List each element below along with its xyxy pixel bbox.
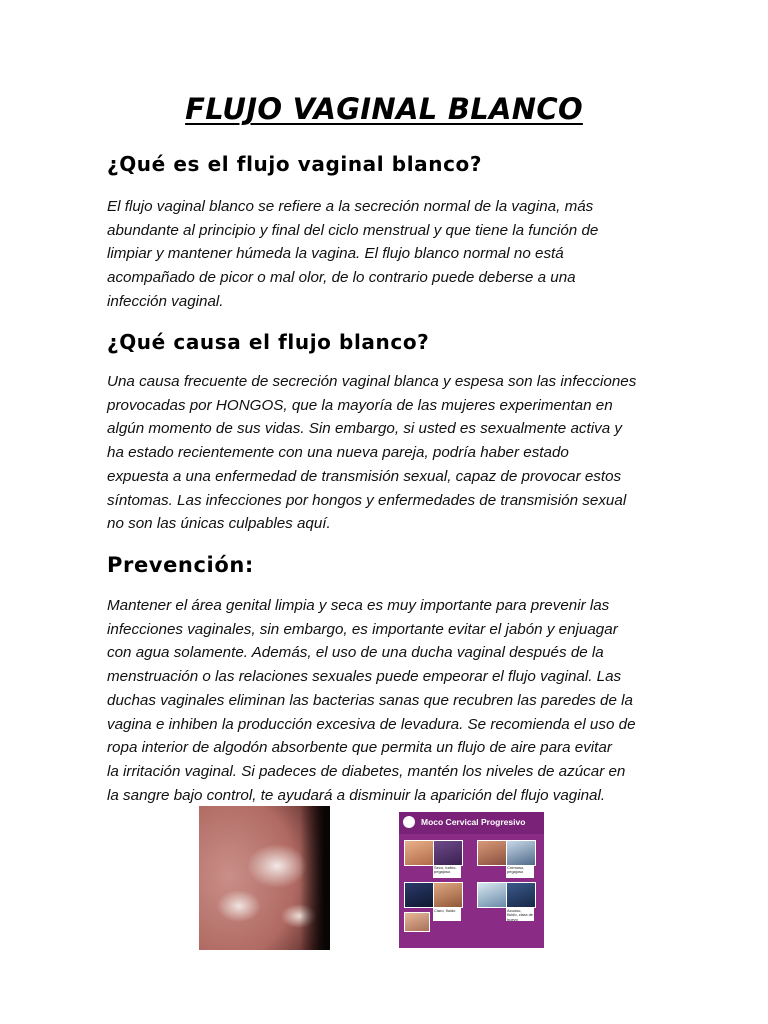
- mucus-caption-4: Acuoso, fluido, clara de huevo: [507, 908, 534, 921]
- mucus-caption-3: Claro, fluido: [433, 908, 461, 921]
- mucus-caption-2: Cremoso, pegajoso: [506, 865, 534, 878]
- mucus-photo-8: [506, 882, 536, 908]
- paragraph-line: abundante al principio y final del ciclo menstrual y que tiene la función de: [107, 221, 599, 239]
- section-paragraph-causes: [107, 370, 667, 536]
- mucus-caption-1: Seco, turbio, pegajoso: [433, 865, 461, 878]
- paragraph-line: El flujo vaginal blanco se refiere a la secreción normal de la vagina, más: [107, 198, 594, 215]
- mucus-photo-9: [404, 912, 430, 932]
- cervical-mucus-infographic: [399, 812, 544, 948]
- photo-shadow: [300, 806, 330, 950]
- paragraph-line: provocadas por HONGOS, que la mayoría de las mujeres experimentan en: [107, 396, 613, 414]
- paragraph-line: Una causa frecuente de secreción vaginal blanca y espesa son las infecciones: [107, 373, 637, 390]
- section-heading-causes: ¿Qué causa el flujo blanco?: [107, 330, 430, 354]
- paragraph-line: ha estado recientemente con una nueva pareja, podría haber estado: [107, 444, 569, 462]
- mucus-photo-6: [433, 882, 463, 908]
- paragraph-line: infecciones vaginales, sin embargo, es importante evitar el jabón y enjuagar: [107, 620, 618, 638]
- section-heading-what-is: ¿Qué es el flujo vaginal blanco?: [107, 152, 483, 176]
- mucus-photo-3: [477, 840, 507, 866]
- infographic-title: Moco Cervical Progresivo: [421, 817, 526, 827]
- section-heading-prevention: Prevención:: [107, 553, 254, 577]
- infographic-header: [399, 812, 544, 834]
- mucus-photo-5: [404, 882, 434, 908]
- paragraph-line: vagina e inhiben la producción excesiva de levadura. Se recomienda el uso de: [107, 715, 636, 733]
- logo-icon: [403, 816, 415, 828]
- paragraph-line: no son las únicas culpables aquí.: [107, 515, 331, 533]
- paragraph-line: síntomas. Las infecciones por hongos y enfermedades de transmisión sexual: [107, 491, 627, 509]
- paragraph-line: infección vaginal.: [107, 292, 224, 310]
- mucus-photo-7: [477, 882, 507, 908]
- paragraph-line: con agua solamente. Además, el uso de una ducha vaginal después de la: [107, 644, 604, 662]
- mucus-photo-2: [433, 840, 463, 866]
- mucus-photo-4: [506, 840, 536, 866]
- paragraph-line: la sangre bajo control, te ayudará a disminuir la aparición del flujo vaginal.: [107, 786, 606, 804]
- paragraph-line: la irritación vaginal. Si padeces de diabetes, mantén los niveles de azúcar en: [107, 762, 626, 780]
- mucus-photo-1: [404, 840, 434, 866]
- paragraph-line: limpiar y mantener húmeda la vagina. El flujo blanco normal no está: [107, 245, 564, 263]
- paragraph-line: duchas vaginales eliminan las bacterias sanas que recubren las paredes de la: [107, 691, 633, 709]
- paragraph-line: expuesta a una enfermedad de transmisión sexual, capaz de provocar estos: [107, 467, 622, 485]
- paragraph-line: algún momento de sus vidas. Sin embargo, si usted es sexualmente activa y: [107, 420, 622, 438]
- discharge-photo: [199, 806, 330, 950]
- section-paragraph-what-is: [107, 195, 667, 314]
- paragraph-line: acompañado de picor o mal olor, de lo contrario puede deberse a una: [107, 269, 576, 287]
- paragraph-line: ropa interior de algodón absorbente que permita un flujo de aire para evitar: [107, 739, 612, 757]
- paragraph-line: menstruación o las relaciones sexuales puede empeorar el flujo vaginal. Las: [107, 668, 622, 686]
- section-paragraph-prevention: [107, 594, 667, 807]
- paragraph-line: Mantener el área genital limpia y seca es muy importante para prevenir las: [107, 597, 610, 614]
- document-title: FLUJO VAGINAL BLANCO: [185, 92, 583, 126]
